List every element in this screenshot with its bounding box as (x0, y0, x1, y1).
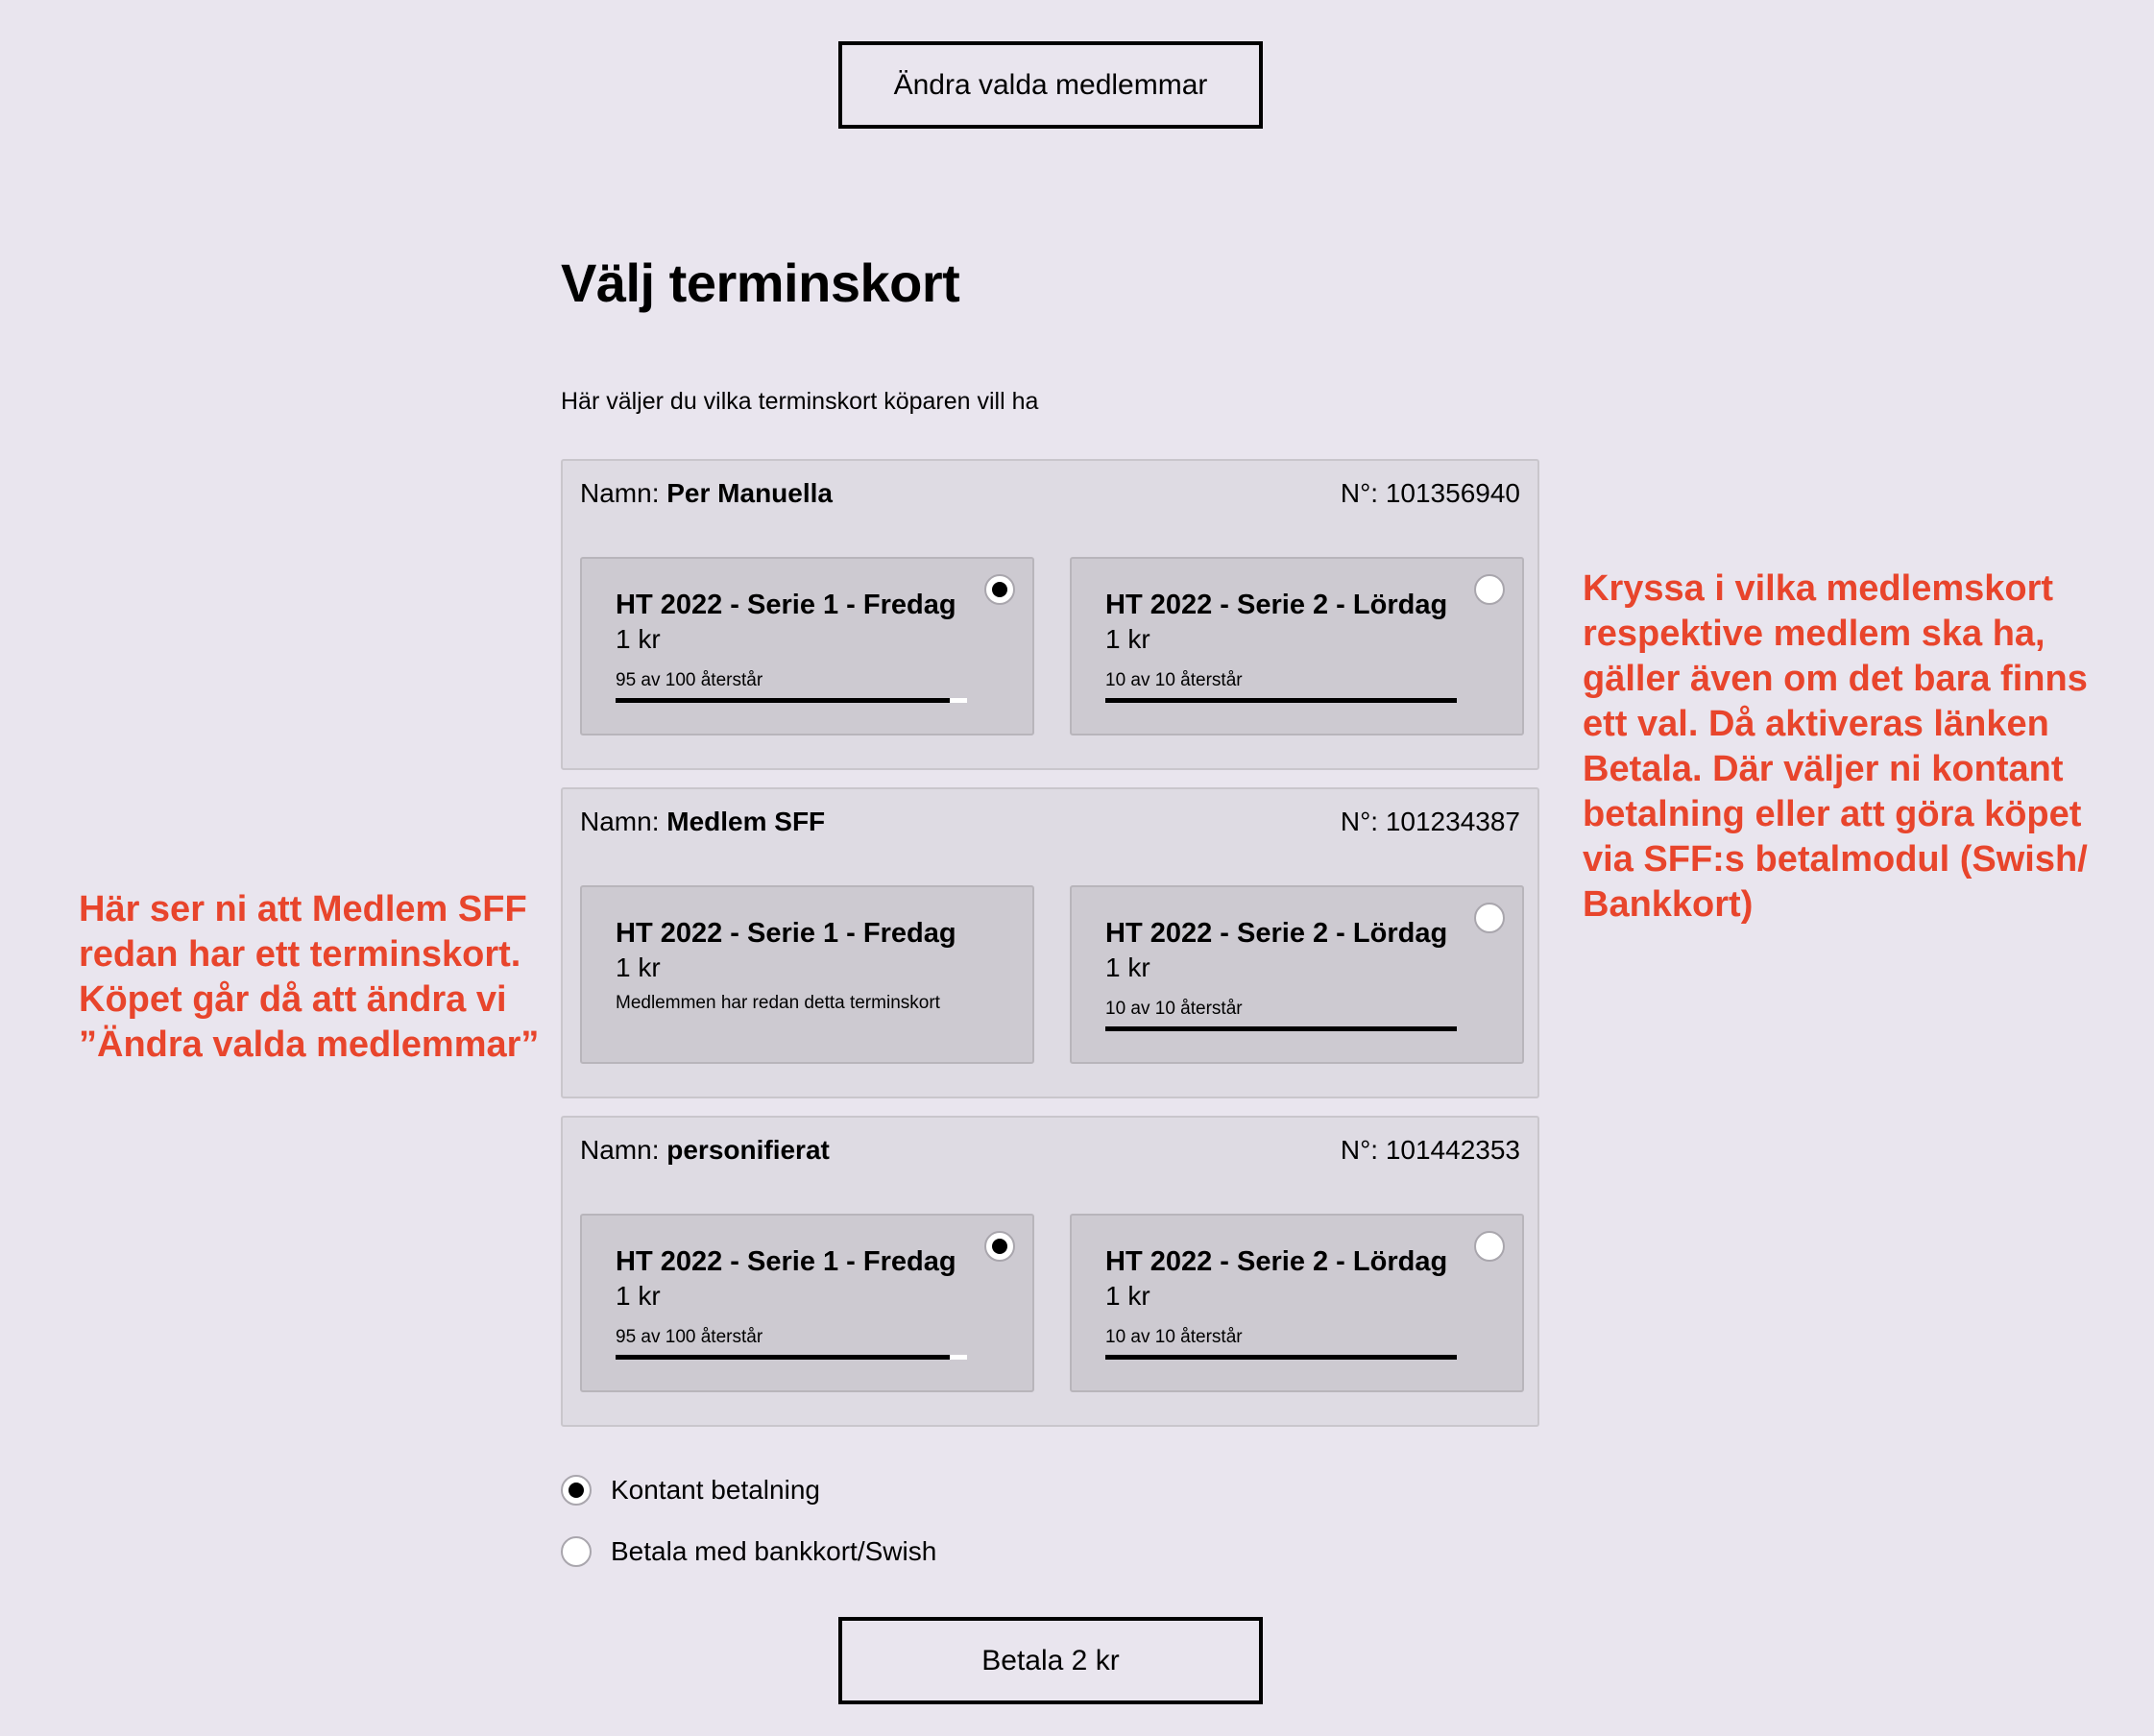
member-name-value: personifierat (666, 1135, 830, 1165)
card-radio[interactable] (1474, 1231, 1505, 1262)
card-remaining: 10 av 10 återstår (1105, 1327, 1243, 1347)
change-members-button[interactable]: Ändra valda medlemmar (838, 41, 1263, 129)
availability-bar-fill (1105, 1026, 1457, 1031)
card-title: HT 2022 - Serie 1 - Fredag (616, 918, 956, 949)
card-option[interactable] (1070, 1214, 1524, 1392)
card-price: 1 kr (616, 1281, 661, 1311)
number-prefix: N°: (1340, 1135, 1386, 1165)
member-panel (561, 787, 1539, 1098)
availability-bar (1105, 1355, 1457, 1360)
card-option-owned (580, 885, 1034, 1064)
card-title: HT 2022 - Serie 2 - Lördag (1105, 590, 1448, 620)
payment-option-card-swish[interactable] (561, 1536, 936, 1567)
availability-bar-fill (1105, 698, 1457, 703)
payment-option-label: Kontant betalning (611, 1475, 820, 1505)
member-number (1341, 478, 1520, 509)
member-number (1341, 1135, 1520, 1166)
member-number-value: 101356940 (1385, 478, 1520, 508)
card-radio[interactable] (984, 574, 1015, 605)
name-prefix: Namn: (580, 807, 667, 836)
card-radio[interactable] (1474, 903, 1505, 933)
annotation-left: Här ser ni att Medlem SFF redan har ett terminskort. Köpet går då att ändra vi ”Ändra valda medlemmar” (79, 889, 540, 1065)
card-title: HT 2022 - Serie 2 - Lördag (1105, 1246, 1448, 1277)
card-price: 1 kr (1105, 624, 1150, 654)
availability-bar (1105, 698, 1457, 703)
payment-option-label: Betala med bankkort/Swish (611, 1536, 937, 1566)
number-prefix: N°: (1340, 807, 1386, 836)
card-remaining: 95 av 100 återstår (616, 1327, 763, 1347)
availability-bar-fill (616, 698, 950, 703)
member-panel (561, 1116, 1539, 1427)
card-option[interactable] (580, 1214, 1034, 1392)
member-number-value: 101234387 (1385, 807, 1520, 836)
card-price: 1 kr (616, 952, 661, 982)
availability-bar (616, 1355, 967, 1360)
card-remaining: 10 av 10 återstår (1105, 999, 1243, 1019)
payment-radio[interactable] (561, 1536, 592, 1567)
member-name-value: Medlem SFF (666, 807, 826, 836)
number-prefix: N°: (1340, 478, 1386, 508)
name-prefix: Namn: (580, 478, 667, 508)
availability-bar (1105, 1026, 1457, 1031)
card-title: HT 2022 - Serie 1 - Fredag (616, 590, 956, 620)
card-option[interactable] (580, 557, 1034, 735)
name-prefix: Namn: (580, 1135, 667, 1165)
card-price: 1 kr (1105, 952, 1150, 982)
pay-button[interactable]: Betala 2 kr (838, 1617, 1263, 1704)
card-title: HT 2022 - Serie 2 - Lördag (1105, 918, 1448, 949)
member-name (580, 478, 833, 509)
payment-radio[interactable] (561, 1475, 592, 1506)
card-option[interactable] (1070, 557, 1524, 735)
card-price: 1 kr (616, 624, 661, 654)
card-title: HT 2022 - Serie 1 - Fredag (616, 1246, 956, 1277)
member-name (580, 807, 825, 837)
member-panel (561, 459, 1539, 770)
page-title: Välj terminskort (561, 253, 960, 313)
intro-text: Här väljer du vilka terminskort köparen vill ha (561, 388, 1039, 415)
member-number-value: 101442353 (1385, 1135, 1520, 1165)
card-remaining: 95 av 100 återstår (616, 670, 763, 690)
annotation-right: Kryssa i vilka medlemskort respektive medlem ska ha, gäller även om det bara finns ett val. Då aktiveras länken Betala. Där väljer ni kontant betalning eller att göra köpet via SFF:s betalmodul (Swish/ Bankkort) (1583, 568, 2088, 925)
card-option[interactable] (1070, 885, 1524, 1064)
card-radio[interactable] (1474, 574, 1505, 605)
availability-bar-fill (616, 1355, 950, 1360)
already-owned-note: Medlemmen har redan detta terminskort (616, 993, 940, 1013)
card-radio[interactable] (984, 1231, 1015, 1262)
member-name-value: Per Manuella (666, 478, 833, 508)
card-remaining: 10 av 10 återstår (1105, 670, 1243, 690)
member-name (580, 1135, 830, 1166)
payment-option-cash[interactable] (561, 1475, 820, 1506)
availability-bar-fill (1105, 1355, 1457, 1360)
card-price: 1 kr (1105, 1281, 1150, 1311)
availability-bar (616, 698, 967, 703)
member-number (1341, 807, 1520, 837)
